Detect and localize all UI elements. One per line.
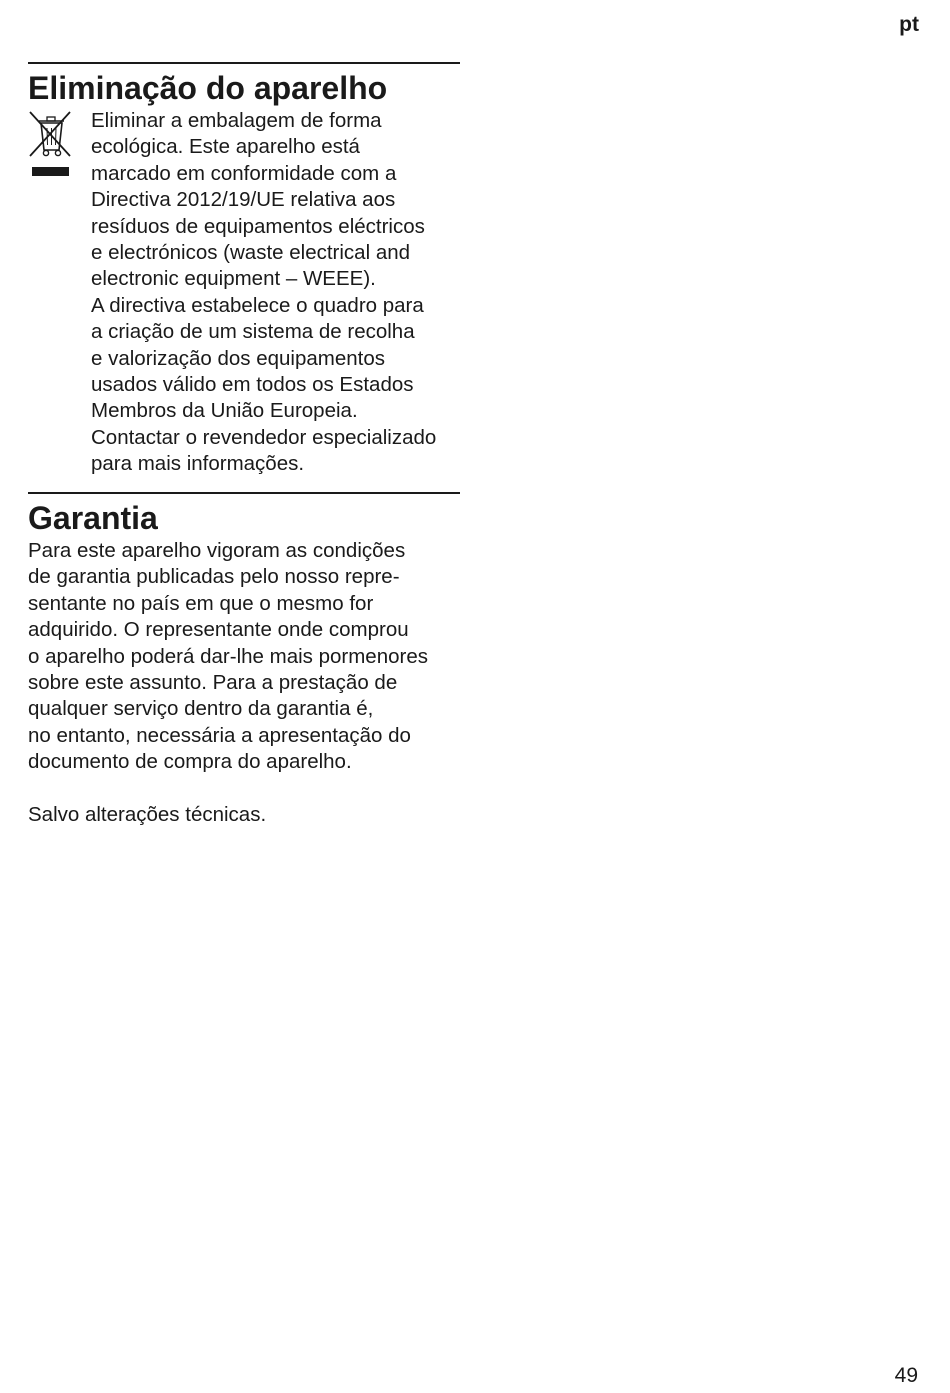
text-line: de garantia publicadas pelo nosso repre- <box>28 565 400 589</box>
text-line: e valorização dos equipamentos <box>91 346 386 370</box>
text-line: Directiva 2012/19/UE relativa aos <box>91 188 396 212</box>
language-tag: pt <box>899 13 919 36</box>
warranty-text <box>28 538 460 776</box>
text-line: para mais informações. <box>91 452 305 476</box>
text-line: resíduos de equipamentos eléctricos <box>91 214 425 238</box>
disposal-section <box>28 62 460 478</box>
text-line: a criação de um sistema de recolha <box>91 320 415 344</box>
section-divider <box>28 492 460 494</box>
text-line: A directiva estabelece o quadro para <box>91 293 424 317</box>
text-line: documento de compra do aparelho. <box>28 750 352 774</box>
disposal-title: Eliminação do aparelho <box>28 70 388 106</box>
text-line: Eliminar a embalagem de forma <box>91 109 382 132</box>
text-line: Para este aparelho vigoram as condições <box>28 539 406 562</box>
text-line: e electrónicos (waste electrical and <box>91 241 411 265</box>
text-line: electronic equipment – WEEE). <box>91 267 376 291</box>
text-line: ecológica. Este aparelho está <box>91 135 360 159</box>
text-line: sentante no país em que o mesmo for <box>28 591 374 615</box>
warranty-section <box>28 492 460 828</box>
warranty-title: Garantia <box>28 500 158 536</box>
text-line: marcado em conformidade com a <box>91 161 397 185</box>
text-line: no entanto, necessária a apresentação do <box>28 723 411 747</box>
section-divider <box>28 62 460 64</box>
disposal-text <box>91 108 460 478</box>
text-line: Contactar o revendedor especializado <box>91 425 437 449</box>
text-line: o aparelho poderá dar-lhe mais pormenores <box>28 644 428 668</box>
weee-crossed-bin-icon <box>28 110 72 178</box>
disposal-content <box>28 108 460 478</box>
text-line: Membros da União Europeia. <box>91 399 358 423</box>
page-number: 49 <box>894 1364 918 1387</box>
text-line: sobre este assunto. Para a prestação de <box>28 671 398 695</box>
text-line: usados válido em todos os Estados <box>91 373 414 397</box>
text-line: adquirido. O representante onde comprou <box>28 618 409 642</box>
technical-changes-note: Salvo alterações técnicas. <box>28 803 267 827</box>
text-line: qualquer serviço dentro da garantia é, <box>28 697 374 721</box>
